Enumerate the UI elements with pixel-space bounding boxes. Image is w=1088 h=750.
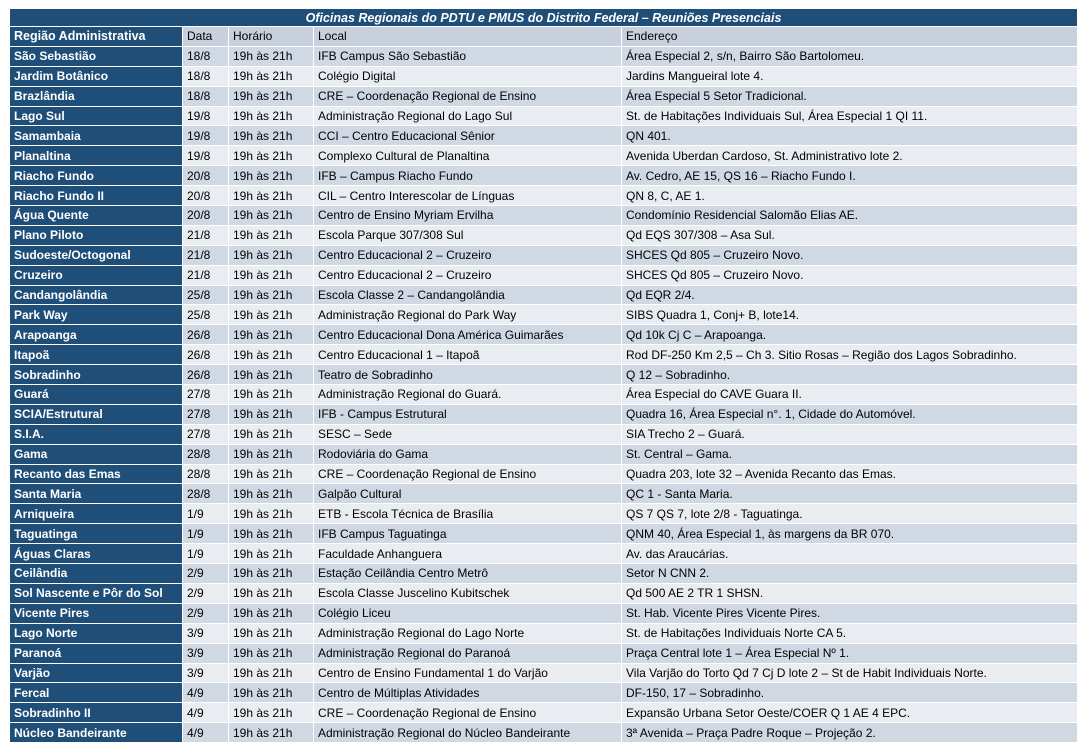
location-cell: Escola Parque 307/308 Sul — [314, 225, 622, 245]
region-cell: Varjão — [10, 663, 183, 683]
date-cell: 18/8 — [183, 86, 229, 106]
time-cell: 19h às 21h — [229, 404, 314, 424]
location-cell: IFB - Campus Estrutural — [314, 404, 622, 424]
address-cell: St. de Habitações Individuais Norte CA 5. — [622, 623, 1078, 643]
time-cell: 19h às 21h — [229, 325, 314, 345]
region-cell: Itapoã — [10, 345, 183, 365]
date-cell: 2/9 — [183, 564, 229, 584]
time-cell: 19h às 21h — [229, 265, 314, 285]
address-cell: St. de Habitações Individuais Sul, Área Especial 1 QI 11. — [622, 106, 1078, 126]
address-cell: QN 8, C, AE 1. — [622, 186, 1078, 206]
region-cell: São Sebastião — [10, 46, 183, 66]
location-cell: ETB - Escola Técnica de Brasília — [314, 504, 622, 524]
region-cell: Núcleo Bandeirante — [10, 723, 183, 743]
address-cell: Expansão Urbana Setor Oeste/COER Q 1 AE 4 EPC. — [622, 703, 1078, 723]
location-cell: Centro Educacional 1 – Itapoã — [314, 345, 622, 365]
table-row — [10, 524, 1078, 544]
date-cell: 28/8 — [183, 484, 229, 504]
schedule-document — [9, 8, 1077, 743]
address-cell: Avenida Uberdan Cardoso, St. Administrativo lote 2. — [622, 146, 1078, 166]
location-cell: Administração Regional do Paranoá — [314, 643, 622, 663]
date-cell: 4/9 — [183, 703, 229, 723]
address-cell: Vila Varjão do Torto Qd 7 Cj D lote 2 – St de Habit Individuais Norte. — [622, 663, 1078, 683]
time-cell: 19h às 21h — [229, 166, 314, 186]
region-cell: Riacho Fundo II — [10, 186, 183, 206]
time-cell: 19h às 21h — [229, 464, 314, 484]
time-cell: 19h às 21h — [229, 86, 314, 106]
time-cell: 19h às 21h — [229, 583, 314, 603]
date-cell: 18/8 — [183, 66, 229, 86]
date-cell: 21/8 — [183, 225, 229, 245]
date-cell: 19/8 — [183, 146, 229, 166]
schedule-table — [9, 8, 1078, 743]
region-cell: Fercal — [10, 683, 183, 703]
location-cell: CIL – Centro Interescolar de Línguas — [314, 186, 622, 206]
region-cell: Samambaia — [10, 126, 183, 146]
region-cell: Água Quente — [10, 206, 183, 226]
address-cell: Qd EQR 2/4. — [622, 285, 1078, 305]
time-cell: 19h às 21h — [229, 385, 314, 405]
location-cell: Rodoviária do Gama — [314, 444, 622, 464]
date-cell: 21/8 — [183, 265, 229, 285]
date-cell: 19/8 — [183, 126, 229, 146]
time-cell: 19h às 21h — [229, 106, 314, 126]
address-cell: Q 12 – Sobradinho. — [622, 365, 1078, 385]
address-cell: Condomínio Residencial Salomão Elias AE. — [622, 206, 1078, 226]
address-cell: Jardins Mangueiral lote 4. — [622, 66, 1078, 86]
location-cell: CCI – Centro Educacional Sênior — [314, 126, 622, 146]
table-row — [10, 86, 1078, 106]
location-cell: Galpão Cultural — [314, 484, 622, 504]
address-cell: 3ª Avenida – Praça Padre Roque – Projeção 2. — [622, 723, 1078, 743]
table-body — [10, 27, 1078, 743]
location-cell: Centro Educacional 2 – Cruzeiro — [314, 245, 622, 265]
address-cell: Área Especial 2, s/n, Bairro São Bartolomeu. — [622, 46, 1078, 66]
region-cell: Park Way — [10, 305, 183, 325]
time-cell: 19h às 21h — [229, 663, 314, 683]
date-cell: 19/8 — [183, 106, 229, 126]
region-cell: Taguatinga — [10, 524, 183, 544]
location-cell: Centro Educacional 2 – Cruzeiro — [314, 265, 622, 285]
address-cell: Qd 10k Cj C – Arapoanga. — [622, 325, 1078, 345]
location-cell: IFB Campus São Sebastião — [314, 46, 622, 66]
time-cell: 19h às 21h — [229, 444, 314, 464]
time-cell: 19h às 21h — [229, 524, 314, 544]
date-cell: 26/8 — [183, 345, 229, 365]
region-cell: SCIA/Estrutural — [10, 404, 183, 424]
table-row — [10, 325, 1078, 345]
time-cell: 19h às 21h — [229, 285, 314, 305]
table-row — [10, 146, 1078, 166]
location-cell: CRE – Coordenação Regional de Ensino — [314, 703, 622, 723]
region-cell: Guará — [10, 385, 183, 405]
location-cell: Centro de Ensino Myriam Ervilha — [314, 206, 622, 226]
region-cell: Lago Norte — [10, 623, 183, 643]
table-row — [10, 603, 1078, 623]
region-cell: Candangolândia — [10, 285, 183, 305]
table-row — [10, 206, 1078, 226]
date-cell: 1/9 — [183, 504, 229, 524]
location-cell: Administração Regional do Park Way — [314, 305, 622, 325]
location-cell: Administração Regional do Lago Sul — [314, 106, 622, 126]
header-date: Data — [183, 27, 229, 47]
date-cell: 25/8 — [183, 285, 229, 305]
address-cell: Av. Cedro, AE 15, QS 16 – Riacho Fundo I. — [622, 166, 1078, 186]
time-cell: 19h às 21h — [229, 544, 314, 564]
location-cell: CRE – Coordenação Regional de Ensino — [314, 86, 622, 106]
time-cell: 19h às 21h — [229, 305, 314, 325]
table-row — [10, 285, 1078, 305]
time-cell: 19h às 21h — [229, 683, 314, 703]
table-row — [10, 265, 1078, 285]
table-row — [10, 683, 1078, 703]
table-title: Oficinas Regionais do PDTU e PMUS do Distrito Federal – Reuniões Presenciais — [10, 9, 1078, 27]
time-cell: 19h às 21h — [229, 703, 314, 723]
region-cell: Sudoeste/Octogonal — [10, 245, 183, 265]
address-cell: QS 7 QS 7, lote 2/8 - Taguatinga. — [622, 504, 1078, 524]
location-cell: Administração Regional do Lago Norte — [314, 623, 622, 643]
table-row — [10, 225, 1078, 245]
address-cell: Qd EQS 307/308 – Asa Sul. — [622, 225, 1078, 245]
region-cell: Riacho Fundo — [10, 166, 183, 186]
address-cell: Rod DF-250 Km 2,5 – Ch 3. Sitio Rosas – Região dos Lagos Sobradinho. — [622, 345, 1078, 365]
time-cell: 19h às 21h — [229, 504, 314, 524]
table-row — [10, 643, 1078, 663]
region-cell: Cruzeiro — [10, 265, 183, 285]
region-cell: Arniqueira — [10, 504, 183, 524]
table-row — [10, 623, 1078, 643]
location-cell: IFB – Campus Riacho Fundo — [314, 166, 622, 186]
table-row — [10, 464, 1078, 484]
region-cell: Lago Sul — [10, 106, 183, 126]
date-cell: 26/8 — [183, 365, 229, 385]
region-cell: Sobradinho II — [10, 703, 183, 723]
location-cell: Faculdade Anhanguera — [314, 544, 622, 564]
address-cell: Quadra 16, Área Especial n°. 1, Cidade do Automóvel. — [622, 404, 1078, 424]
date-cell: 2/9 — [183, 583, 229, 603]
location-cell: Centro de Múltiplas Atividades — [314, 683, 622, 703]
date-cell: 26/8 — [183, 325, 229, 345]
table-row — [10, 444, 1078, 464]
address-cell: QN 401. — [622, 126, 1078, 146]
address-cell: SIBS Quadra 1, Conj+ B, lote14. — [622, 305, 1078, 325]
table-row — [10, 166, 1078, 186]
location-cell: IFB Campus Taguatinga — [314, 524, 622, 544]
date-cell: 1/9 — [183, 524, 229, 544]
region-cell: Arapoanga — [10, 325, 183, 345]
date-cell: 20/8 — [183, 186, 229, 206]
address-cell: Qd 500 AE 2 TR 1 SHSN. — [622, 583, 1078, 603]
date-cell: 4/9 — [183, 683, 229, 703]
table-row — [10, 504, 1078, 524]
header-region: Região Administrativa — [10, 27, 183, 47]
table-row — [10, 703, 1078, 723]
table-row — [10, 106, 1078, 126]
time-cell: 19h às 21h — [229, 345, 314, 365]
location-cell: Complexo Cultural de Planaltina — [314, 146, 622, 166]
time-cell: 19h às 21h — [229, 46, 314, 66]
time-cell: 19h às 21h — [229, 564, 314, 584]
table-row — [10, 345, 1078, 365]
region-cell: Brazlândia — [10, 86, 183, 106]
region-cell: Ceilândia — [10, 564, 183, 584]
address-cell: Área Especial 5 Setor Tradicional. — [622, 86, 1078, 106]
header-time: Horário — [229, 27, 314, 47]
address-cell: QC 1 - Santa Maria. — [622, 484, 1078, 504]
address-cell: Av. das Araucárias. — [622, 544, 1078, 564]
header-address: Endereço — [622, 27, 1078, 47]
location-cell: Administração Regional do Guará. — [314, 385, 622, 405]
region-cell: Recanto das Emas — [10, 464, 183, 484]
table-row — [10, 663, 1078, 683]
address-cell: SHCES Qd 805 – Cruzeiro Novo. — [622, 245, 1078, 265]
table-row — [10, 186, 1078, 206]
region-cell: Águas Claras — [10, 544, 183, 564]
region-cell: Paranoá — [10, 643, 183, 663]
time-cell: 19h às 21h — [229, 66, 314, 86]
time-cell: 19h às 21h — [229, 623, 314, 643]
location-cell: Centro de Ensino Fundamental 1 do Varjão — [314, 663, 622, 683]
time-cell: 19h às 21h — [229, 603, 314, 623]
date-cell: 28/8 — [183, 464, 229, 484]
region-cell: Jardim Botânico — [10, 66, 183, 86]
table-row — [10, 583, 1078, 603]
location-cell: Centro Educacional Dona América Guimarães — [314, 325, 622, 345]
address-cell: SIA Trecho 2 – Guará. — [622, 424, 1078, 444]
address-cell: SHCES Qd 805 – Cruzeiro Novo. — [622, 265, 1078, 285]
location-cell: Teatro de Sobradinho — [314, 365, 622, 385]
address-cell: QNM 40, Área Especial 1, às margens da BR 070. — [622, 524, 1078, 544]
location-cell: SESC – Sede — [314, 424, 622, 444]
region-cell: Sobradinho — [10, 365, 183, 385]
location-cell: Escola Classe 2 – Candangolândia — [314, 285, 622, 305]
table-row — [10, 126, 1078, 146]
address-cell: St. Central – Gama. — [622, 444, 1078, 464]
date-cell: 25/8 — [183, 305, 229, 325]
date-cell: 20/8 — [183, 166, 229, 186]
address-cell: Quadra 203, lote 32 – Avenida Recanto das Emas. — [622, 464, 1078, 484]
region-cell: Gama — [10, 444, 183, 464]
table-row — [10, 385, 1078, 405]
date-cell: 3/9 — [183, 663, 229, 683]
header-location: Local — [314, 27, 622, 47]
table-row — [10, 484, 1078, 504]
table-row — [10, 544, 1078, 564]
location-cell: Colégio Digital — [314, 66, 622, 86]
date-cell: 1/9 — [183, 544, 229, 564]
table-row — [10, 404, 1078, 424]
table-row — [10, 365, 1078, 385]
address-cell: Setor N CNN 2. — [622, 564, 1078, 584]
location-cell: CRE – Coordenação Regional de Ensino — [314, 464, 622, 484]
time-cell: 19h às 21h — [229, 186, 314, 206]
table-row — [10, 424, 1078, 444]
date-cell: 3/9 — [183, 623, 229, 643]
time-cell: 19h às 21h — [229, 365, 314, 385]
date-cell: 2/9 — [183, 603, 229, 623]
time-cell: 19h às 21h — [229, 126, 314, 146]
address-cell: St. Hab. Vicente Pires Vicente Pires. — [622, 603, 1078, 623]
table-row — [10, 66, 1078, 86]
time-cell: 19h às 21h — [229, 643, 314, 663]
date-cell: 27/8 — [183, 385, 229, 405]
time-cell: 19h às 21h — [229, 225, 314, 245]
date-cell: 21/8 — [183, 245, 229, 265]
region-cell: Planaltina — [10, 146, 183, 166]
address-cell: Área Especial do CAVE Guara II. — [622, 385, 1078, 405]
time-cell: 19h às 21h — [229, 206, 314, 226]
time-cell: 19h às 21h — [229, 723, 314, 743]
location-cell: Administração Regional do Núcleo Bandeirante — [314, 723, 622, 743]
date-cell: 27/8 — [183, 404, 229, 424]
date-cell: 3/9 — [183, 643, 229, 663]
location-cell: Estação Ceilândia Centro Metrô — [314, 564, 622, 584]
region-cell: Vicente Pires — [10, 603, 183, 623]
time-cell: 19h às 21h — [229, 484, 314, 504]
time-cell: 19h às 21h — [229, 245, 314, 265]
date-cell: 20/8 — [183, 206, 229, 226]
time-cell: 19h às 21h — [229, 424, 314, 444]
date-cell: 28/8 — [183, 444, 229, 464]
table-row — [10, 305, 1078, 325]
header-row — [10, 27, 1078, 47]
table-row — [10, 564, 1078, 584]
time-cell: 19h às 21h — [229, 146, 314, 166]
region-cell: S.I.A. — [10, 424, 183, 444]
date-cell: 27/8 — [183, 424, 229, 444]
table-row — [10, 723, 1078, 743]
region-cell: Sol Nascente e Pôr do Sol — [10, 583, 183, 603]
location-cell: Escola Classe Juscelino Kubitschek — [314, 583, 622, 603]
date-cell: 4/9 — [183, 723, 229, 743]
table-row — [10, 46, 1078, 66]
address-cell: DF-150, 17 – Sobradinho. — [622, 683, 1078, 703]
date-cell: 18/8 — [183, 46, 229, 66]
region-cell: Plano Piloto — [10, 225, 183, 245]
address-cell: Praça Central lote 1 – Área Especial Nº 1. — [622, 643, 1078, 663]
region-cell: Santa Maria — [10, 484, 183, 504]
location-cell: Colégio Liceu — [314, 603, 622, 623]
table-row — [10, 245, 1078, 265]
